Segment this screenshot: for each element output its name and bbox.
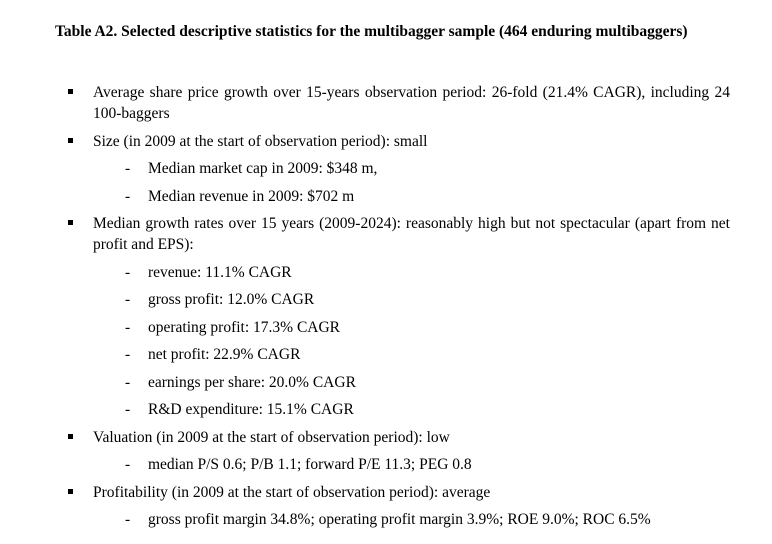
dash-bullet-icon: - [125,401,131,418]
dash-bullet-icon: - [125,187,131,205]
sub-bullet-item [125,454,730,475]
sub-bullet-item-text: gross profit: 12.0% CAGR [148,291,315,308]
dash-bullet-icon: - [125,291,131,308]
square-bullet-icon [68,220,73,225]
bullet-item [93,482,730,503]
sub-bullet-item-text: R&D expenditure: 15.1% CAGR [148,401,354,418]
sub-bullet-item [125,186,730,207]
sub-bullet-item-text: revenue: 11.1% CAGR [148,263,292,281]
dash-bullet-icon: - [125,160,131,177]
square-bullet-icon [68,89,73,94]
dash-bullet-icon: - [125,346,131,363]
sub-bullet-item [125,509,730,530]
bullet-item-text: Median growth rates over 15 years (2009-2024): reasonably high but not spectacular (apart from net profit and EPS): [93,215,730,253]
sub-bullet-item [125,158,730,179]
bullet-item-text: Size (in 2009 at the start of observation period): small [93,132,428,150]
dash-bullet-icon: - [125,456,131,473]
sub-bullet-item-text: median P/S 0.6; P/B 1.1; forward P/E 11.3; PEG 0.8 [148,456,472,473]
dash-bullet-icon: - [125,373,131,391]
bullet-list [0,82,772,537]
bullet-item [93,213,730,255]
sub-bullet-item [125,317,730,338]
bullet-item [93,427,730,448]
sub-bullet-item-text: earnings per share: 20.0% CAGR [148,373,356,391]
bullet-item-text: Profitability (in 2009 at the start of observation period): average [93,483,491,501]
sub-bullet-item [125,399,730,420]
square-bullet-icon [68,434,73,439]
sub-bullet-item-text: Median market cap in 2009: $348 m, [148,160,378,177]
square-bullet-icon [68,489,73,494]
sub-bullet-item-text: gross profit margin 34.8%; operating profit margin 3.9%; ROE 9.0%; ROC 6.5% [148,511,651,528]
dash-bullet-icon: - [125,263,131,281]
square-bullet-icon [68,138,73,143]
sub-bullet-item [125,262,730,283]
sub-bullet-item [125,289,730,310]
sub-bullet-item [125,344,730,365]
table-title: Table A2. Selected descriptive statistics for the multibagger sample (464 enduring multibaggers) [55,23,688,40]
dash-bullet-icon: - [125,511,131,528]
sub-bullet-item [125,372,730,393]
bullet-item [93,82,730,124]
dash-bullet-icon: - [125,318,131,336]
sub-bullet-item-text: net profit: 22.9% CAGR [148,346,301,363]
bullet-item-text: Valuation (in 2009 at the start of observation period): low [93,428,450,446]
sub-bullet-item-text: operating profit: 17.3% CAGR [148,318,341,336]
bullet-item [93,131,730,152]
bullet-item-text: Average share price growth over 15-years observation period: 26-fold (21.4% CAGR), including 24 100-baggers [93,84,730,122]
sub-bullet-item-text: Median revenue in 2009: $702 m [148,187,355,205]
